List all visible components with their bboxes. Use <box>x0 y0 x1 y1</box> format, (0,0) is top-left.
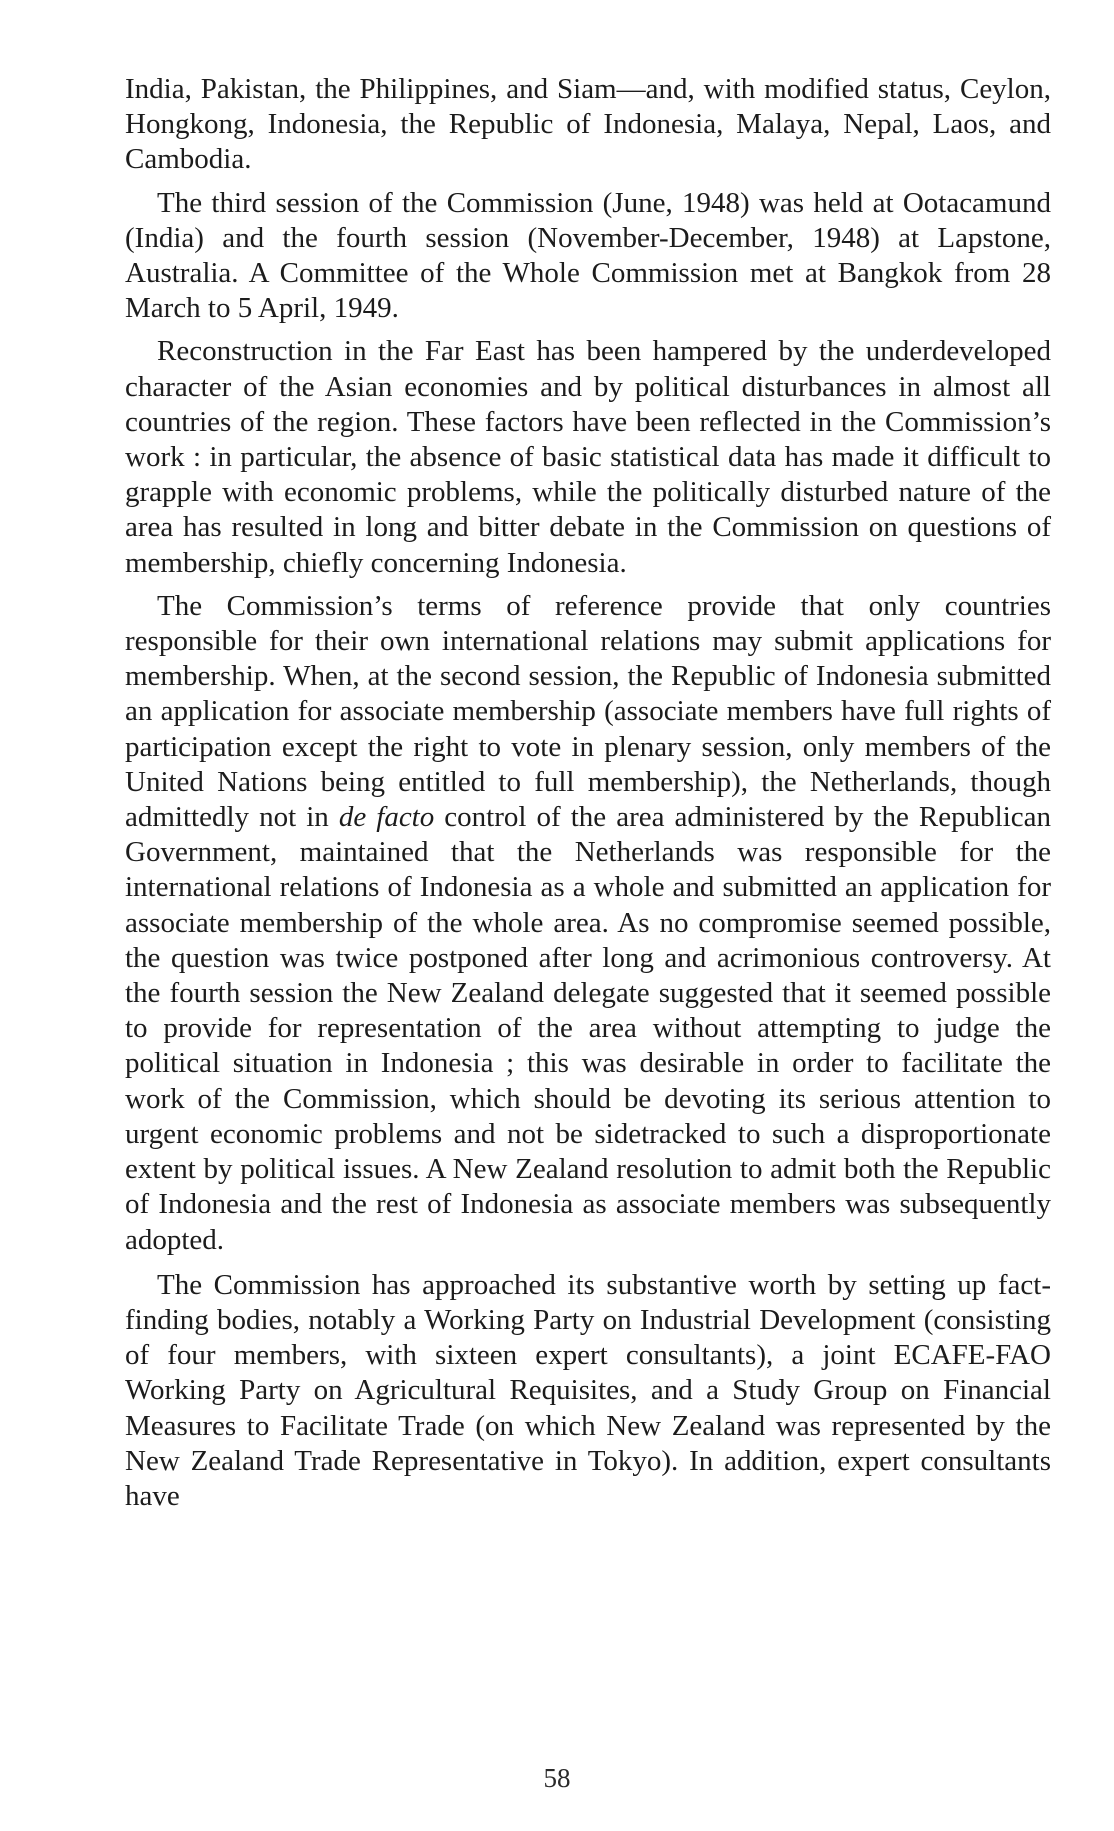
paragraph-text: The Commission’s terms of reference provide that only countries responsible for their own international relations may submit applications for membership. When, at the second session, the Republic of Indonesia submitted an application for associate membership (associate members have full rights of participation except the right to vote in plenary session, only members of the United Nations being entitled to full membership), the Netherlands, though admittedly not in <box>125 589 1051 834</box>
page-body <box>125 72 1051 1522</box>
paragraph-text: control of the area administered by the Republican Government, maintained that the Netherlands was responsible for the international relations of Indonesia as a whole and submitted an application for associate membership of the whole area. As no compromise seemed possible, the question was twice postponed after long and acrimonious controversy. At the fourth session the New Zealand delegate suggested that it seemed possible to provide for representation of the area without attempting to judge the political situation in Indonesia ; this was desirable in order to facilitate the work of the Commission, which should be devoting its serious attention to urgent economic problems and not be sidetracked to such a disproportionate extent by political issues. A New Zealand resolution to admit both the Republic of Indonesia and the rest of Indonesia as associate members was subsequently adopted. <box>125 801 1051 1256</box>
italic-phrase: de facto <box>338 801 435 834</box>
paragraph-terms-of-reference <box>125 589 1051 1258</box>
page-number: 58 <box>543 1763 571 1793</box>
paragraph-reconstruction: Reconstruction in the Far East has been hampered by the underdeveloped character of the Asian economies and by political disturbances in almost all countries of the region. These factors have been reflected in the Commission’s work : in particular, the absence of basic statistical data has made it difficult to grapple with economic problems, while the politically disturbed nature of the area has resulted in long and bitter debate in the Commission on questions of membership, chiefly concerning Indonesia. <box>125 335 1051 579</box>
paragraph-fact-finding: The Commission has approached its substantive worth by setting up fact-finding bodies, notably a Working Party on Industrial Development (consisting of four members, with sixteen expert consultants), a joint ECAFE-FAO Working Party on Agricultural Requisites, and a Study Group on Financial Measures to Facilitate Trade (on which New Zealand was represented by the New Zealand Trade Representative in Tokyo). In addition, expert consultants have <box>125 1268 1051 1512</box>
paragraph-membership-list: India, Pakistan, the Philippines, and Siam—and, with modified status, Ceylon, Hongkong, Indonesia, the Republic of Indonesia, Malaya, Nepal, Laos, and Cambodia. <box>125 73 1051 176</box>
paragraph-sessions: The third session of the Commission (June, 1948) was held at Ootacamund (India) and the fourth session (November-December, 1948) at Lapstone, Australia. A Committee of the Whole Commission met at Bangkok from 28 March to 5 April, 1949. <box>125 186 1051 325</box>
